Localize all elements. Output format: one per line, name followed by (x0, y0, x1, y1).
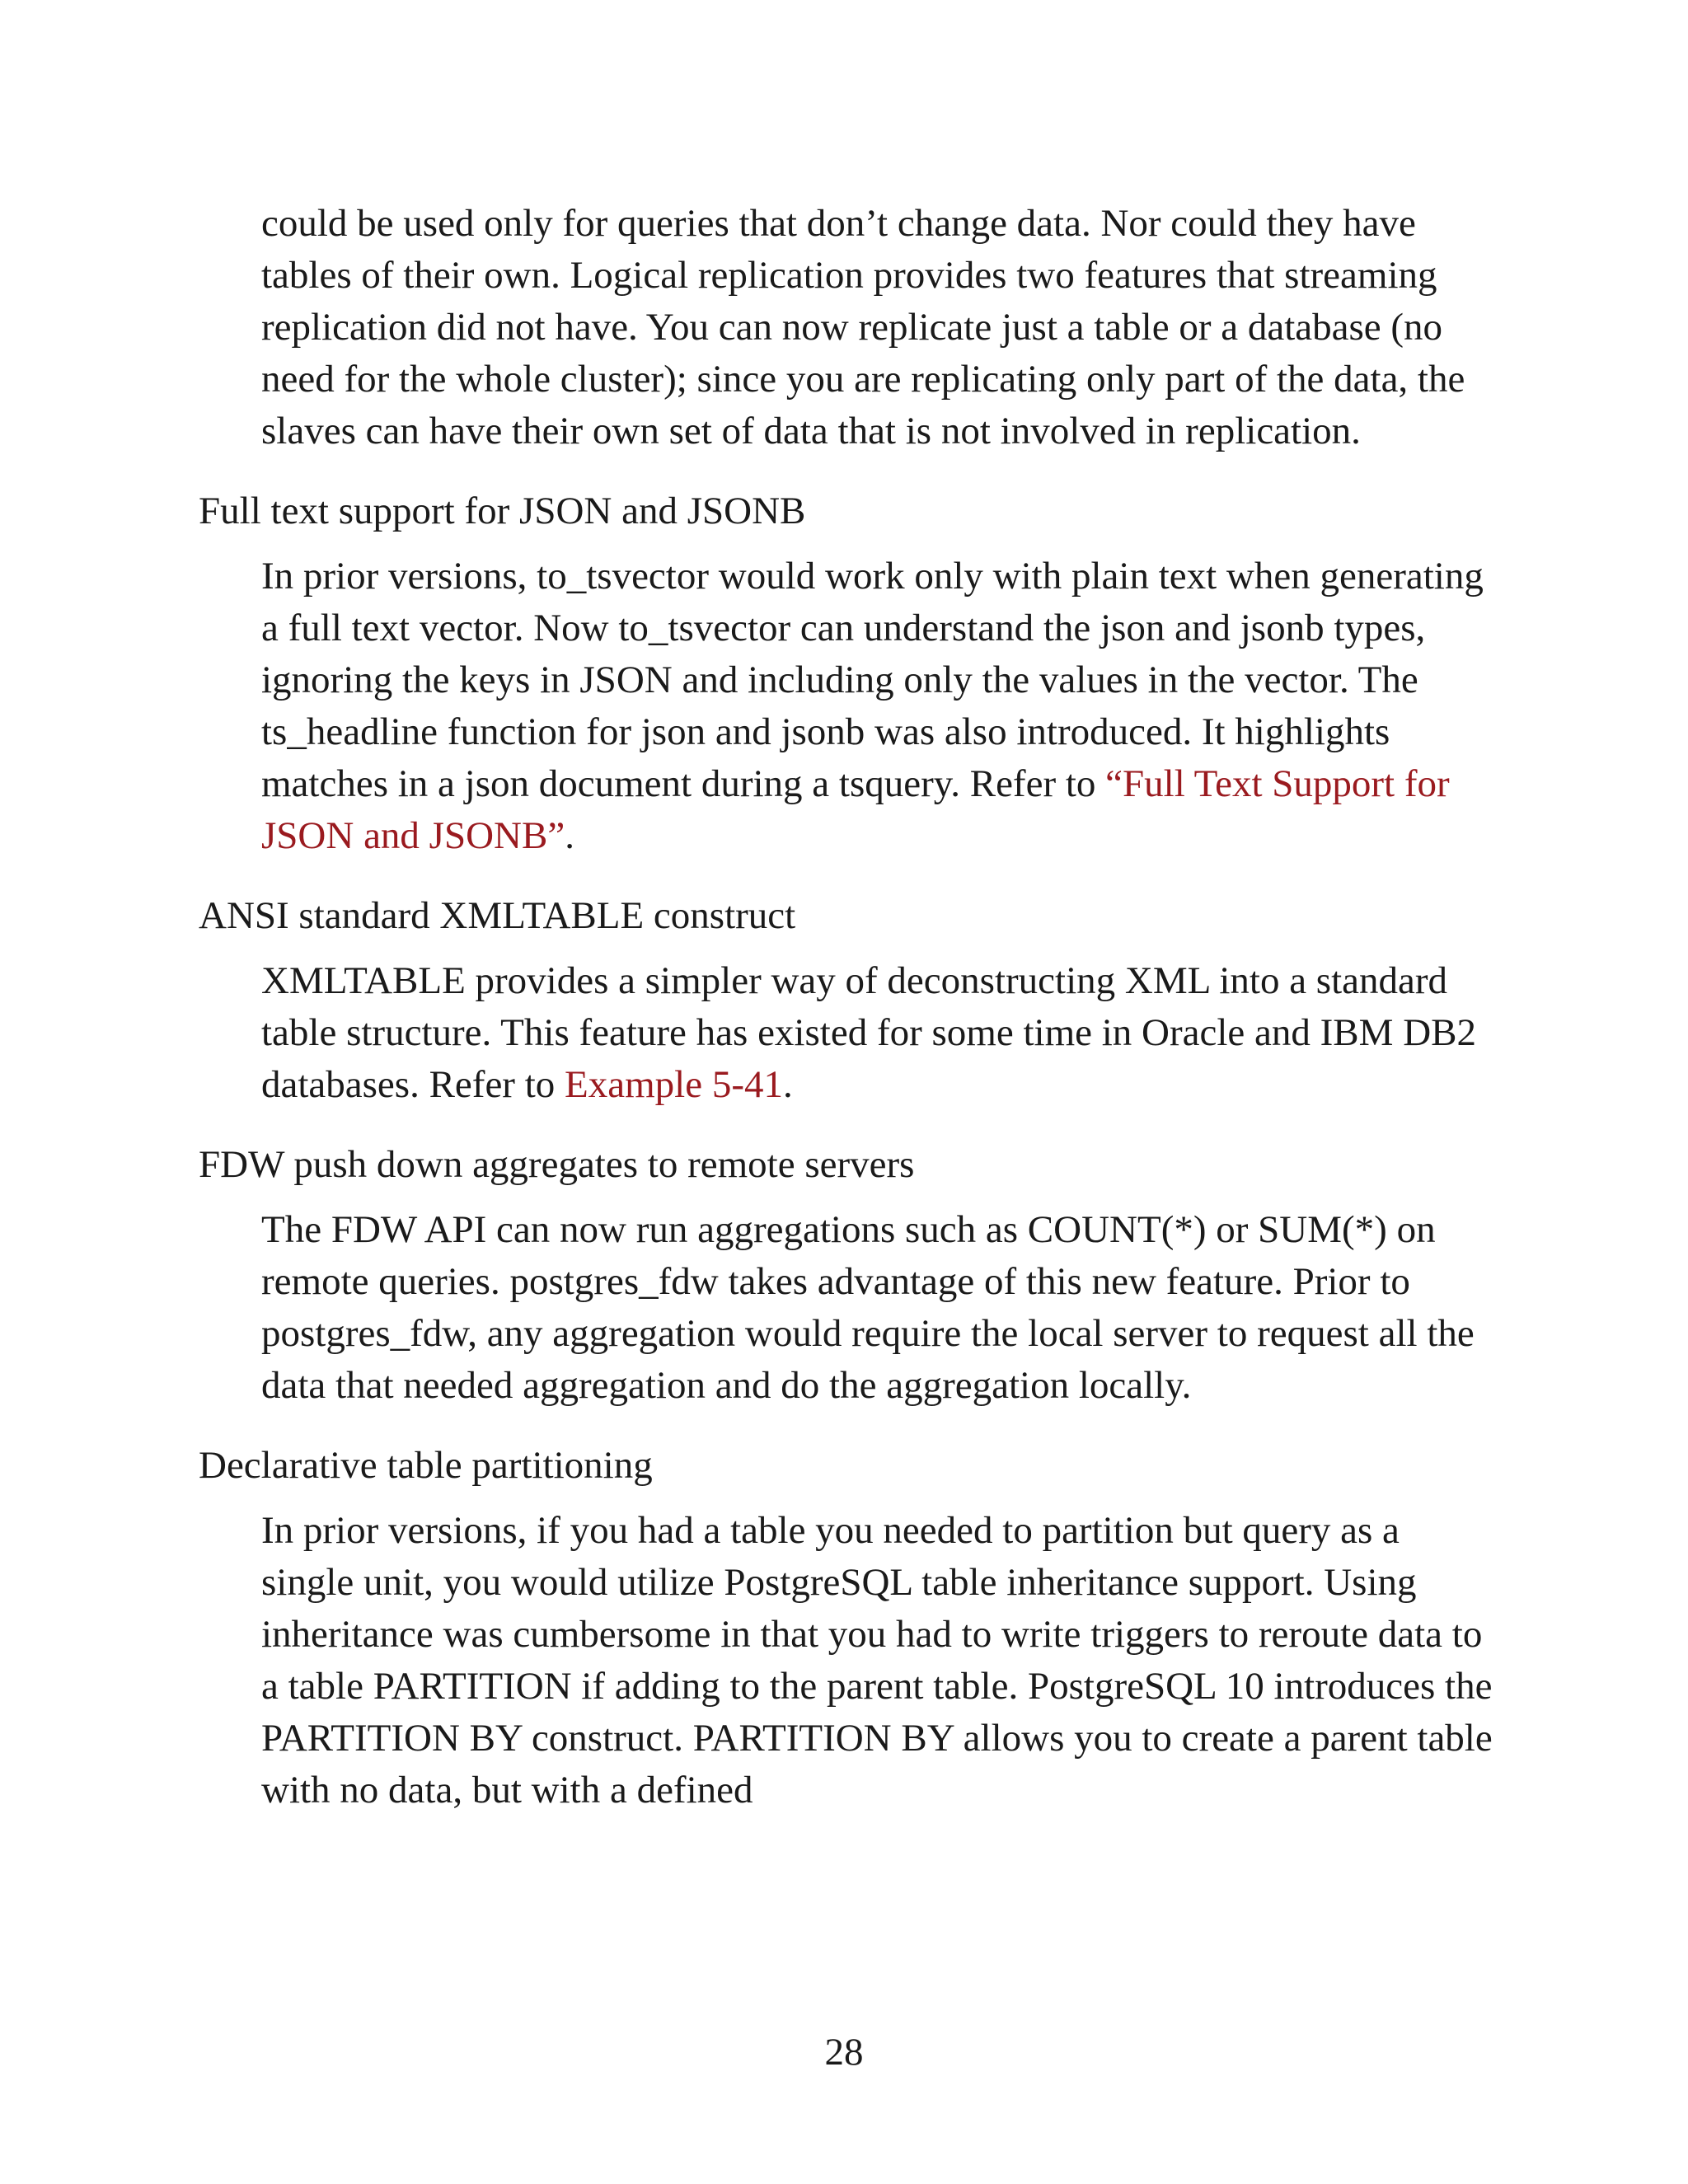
definition-json-full-text (261, 551, 1501, 862)
definition-fdw-aggregates: The FDW API can now run aggregations such as COUNT(*) or SUM(*) on remote queries. postgres_fdw takes advantage of this new feature. Prior to postgres_fdw, any aggregation would require the local server to request all the data that needed aggregation and do the aggregation locally. (261, 1208, 1475, 1407)
definition-trailing-text: . (565, 814, 574, 857)
term-xmltable: ANSI standard XMLTABLE construct (199, 894, 796, 937)
definition-text: XMLTABLE provides a simpler way of deconstructing XML into a standard table structure. This feature has existed for some time in Oracle and IBM DB2 databases. Refer to (261, 959, 1476, 1106)
definition-text: In prior versions, to_tsvector would work only with plain text when generating a full text vector. Now to_tsvector can understand the json and jsonb types, ignoring the keys in JSON and including only the values in the vector. The ts_headline function for json and jsonb was also introduced. It highlights matches in a json document during a tsquery. Refer to (261, 555, 1484, 805)
page-content (199, 198, 1501, 1816)
page-number: 28 (824, 2031, 864, 2074)
cross-reference-link[interactable]: Example 5-41 (565, 1063, 783, 1106)
term-json-full-text: Full text support for JSON and JSONB (199, 490, 806, 532)
intro-paragraph: could be used only for queries that don’t change data. Nor could they have tables of their own. Logical replication provides two features that streaming replication did not have. You can now replicate just a table or a database (no need for the whole cluster); since you are replicating only part of the data, the slaves can have their own set of data that is not involved in replication. (261, 202, 1465, 452)
definition-trailing-text: . (782, 1063, 793, 1106)
term-declarative-partitioning: Declarative table partitioning (199, 1444, 653, 1487)
cross-reference-link[interactable]: “Full Text Support for JSON and JSONB” (261, 762, 1450, 857)
term-fdw-aggregates: FDW push down aggregates to remote servers (199, 1143, 915, 1186)
definition-xmltable (261, 955, 1501, 1111)
definition-declarative-partitioning: In prior versions, if you had a table you needed to partition but query as a single unit, you would utilize PostgreSQL table inheritance support. Using inheritance was cumbersome in that you had to write triggers to reroute data to a table PARTITION if adding to the parent table. PostgreSQL 10 introduces the PARTITION BY construct. PARTITION BY allows you to create a parent table with no data, but with a defined (261, 1509, 1493, 1811)
